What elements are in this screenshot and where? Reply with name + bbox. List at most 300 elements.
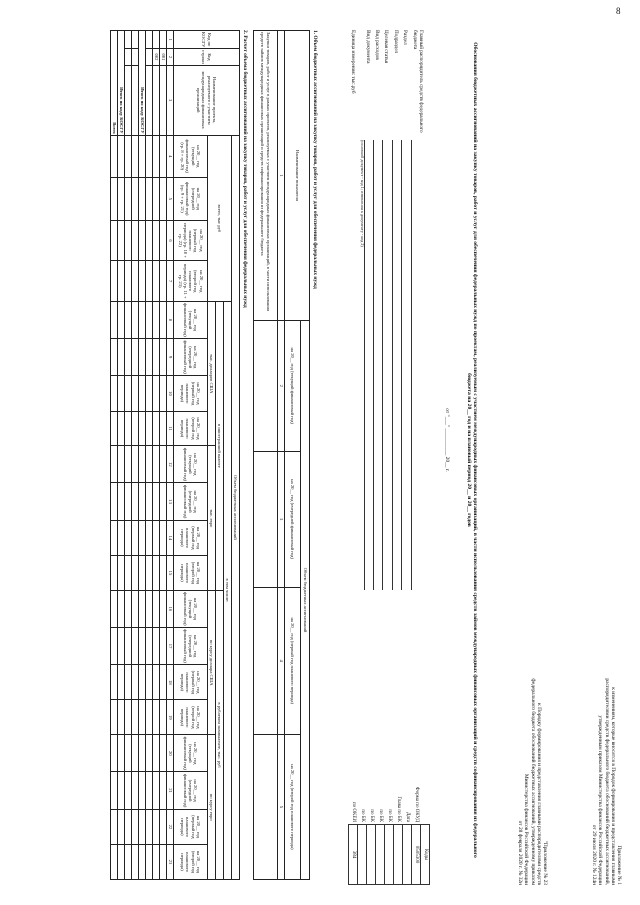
col-total: всего, тыс руб: [208, 135, 232, 301]
data-cell: [132, 700, 139, 735]
data-cell: [118, 301, 125, 338]
col-foreign-currency: в иностранной валюте: [216, 301, 224, 590]
data-cell: [125, 844, 132, 879]
data-cell: [125, 220, 132, 261]
section-1-title: 1. Объем бюджетных ассигнований на закупку товаров, работ и услуг для обеспечения федеральных нужд: [312, 30, 318, 289]
col-year: на 20__ год (второй год планового периода): [285, 734, 301, 879]
data-cell: [146, 220, 153, 261]
annex-1-line: распорядителями средств федерального бюджета обоснований бюджетных ассигнований,: [603, 678, 610, 885]
table-row: [160, 31, 167, 880]
data-cell: [146, 338, 153, 376]
data-cell: [111, 177, 118, 220]
data-cell: [125, 411, 132, 446]
data-cell: [139, 376, 146, 411]
data-cell: [132, 301, 139, 338]
col-number: 16: [167, 590, 174, 627]
col-indicator-name: Наименование показателя: [285, 31, 310, 321]
col-year: на 20__ год (очередной финансовый год): [285, 451, 301, 587]
data-cell: [146, 735, 153, 772]
header-field: [373, 30, 382, 590]
annex-23-line: "Приложение № 23: [542, 840, 548, 885]
col-eur: тыс. евро: [208, 446, 216, 590]
data-cell: [139, 844, 146, 879]
data-cell: [139, 338, 146, 376]
data-cell: [153, 556, 160, 591]
data-cell: [160, 446, 167, 483]
data-cell: [125, 809, 132, 844]
data-cell: [111, 590, 118, 627]
data-cell: [146, 627, 153, 665]
code-label: Глава по БК: [395, 796, 401, 822]
data-cell: [139, 446, 146, 483]
total-kosgu-row: [139, 31, 146, 880]
col-number: 11: [167, 411, 174, 446]
data-cell: [111, 844, 118, 879]
col-number: 15: [167, 556, 174, 591]
data-cell: [132, 446, 139, 483]
data-cell: [160, 520, 167, 555]
total-kosgu-row: [118, 31, 125, 880]
data-cell: [111, 411, 118, 446]
data-cell: [153, 735, 160, 772]
data-cell: [111, 809, 118, 844]
col-number: 12: [167, 446, 174, 483]
data-cell: [111, 483, 118, 521]
data-cell: [132, 220, 139, 261]
code-value: 384: [349, 825, 358, 885]
data-cell: [132, 772, 139, 810]
code-label: по БК: [386, 809, 392, 822]
col-including: в том числе:: [224, 301, 232, 879]
data-cell: [146, 301, 153, 338]
data-cell: [153, 627, 160, 665]
data-cell: [160, 135, 167, 177]
data-cell: [153, 220, 160, 261]
data-cell: [160, 556, 167, 591]
col-year: на 20__ год (текущий финансовый год): [174, 590, 208, 627]
data-cell: [139, 700, 146, 735]
col-number: 3: [167, 65, 174, 135]
code-value: [394, 825, 403, 885]
total-kosgu-label: Итого по коду КОСГУ: [139, 31, 146, 136]
section-2-table: [110, 30, 240, 880]
col-year: на 20__ год (очередной финансовый год): [174, 627, 208, 665]
data-cell: [160, 627, 167, 665]
header-field: [382, 30, 391, 590]
col-number: 4: [167, 135, 174, 177]
data-cell: [125, 135, 132, 177]
data-cell: [146, 520, 153, 555]
col-total-year: на 20__ год (второй год планового периода) (гр. 11 + гр. 23): [174, 261, 208, 302]
col-number: 9: [167, 338, 174, 376]
col-number: 6: [167, 220, 174, 261]
col-year: на 20__ год (второй год планового периода): [174, 844, 208, 879]
code-value: [403, 825, 412, 885]
data-cell: [160, 31, 167, 49]
col-kosgu: Код по КОСГУ: [174, 31, 240, 49]
col-number: 5: [278, 734, 285, 879]
row-code: 002: [153, 49, 160, 65]
col-year: на 20__ год (текущий финансовый год): [174, 735, 208, 772]
data-cell: [160, 809, 167, 844]
code-label: Дата: [404, 812, 410, 822]
data-cell: [125, 177, 132, 220]
data-cell: [146, 376, 153, 411]
col-number: 3: [278, 451, 285, 587]
data-cell: [146, 809, 153, 844]
data-cell: [153, 261, 160, 302]
data-cell: [153, 483, 160, 521]
data-cell: [146, 49, 153, 65]
annex-1-block: [591, 585, 622, 885]
total-kosgu-label: Итого по коду КОСГУ: [118, 31, 125, 136]
col-year: на 20__ год (текущий финансовый год): [174, 301, 208, 338]
data-cell: [125, 665, 132, 700]
col-number: 10: [167, 376, 174, 411]
table-row: [146, 31, 153, 880]
data-cell: [118, 809, 125, 844]
col-usd-rate: по курсу доллара США: [208, 590, 216, 734]
header-field: [411, 30, 424, 590]
data-cell: [139, 220, 146, 261]
column-numbers-row: [167, 31, 174, 880]
data-cell: [139, 809, 146, 844]
data-cell: [153, 177, 160, 220]
code-value: [376, 825, 385, 885]
header-field-label: Раздел: [402, 30, 409, 45]
data-cell: [125, 301, 132, 338]
header-field-line: [401, 140, 408, 590]
data-cell: [160, 590, 167, 627]
data-cell: [118, 177, 125, 220]
data-cell: [139, 411, 146, 446]
col-year: на 20__ год (текущий финансовый год): [174, 446, 208, 483]
col-number: 20: [167, 735, 174, 772]
data-cell: [153, 376, 160, 411]
data-cell: [132, 520, 139, 555]
data-cell: [125, 65, 132, 135]
data-cell: [153, 411, 160, 446]
data-cell: [139, 590, 146, 627]
data-cell: [118, 411, 125, 446]
col-ruble-equivalent: в рублевом эквиваленте, тыс. руб: [216, 590, 224, 879]
col-year: на 20__ год (второй год планового периода): [174, 556, 208, 591]
data-cell: [146, 665, 153, 700]
header-field-label: Вид документа: [364, 30, 371, 64]
col-year: на 20__ год (первый год планового периода): [285, 587, 301, 734]
code-value: Коды: [421, 825, 430, 885]
code-label: по ОКЕИ: [350, 801, 356, 822]
col-number: 2: [167, 49, 174, 65]
col-number: 21: [167, 772, 174, 810]
data-cell: [254, 587, 278, 734]
data-cell: [111, 301, 118, 338]
grand-total-row: [111, 31, 118, 880]
col-number: 5: [167, 177, 174, 220]
data-cell: [111, 772, 118, 810]
header-field-line: [411, 140, 418, 590]
col-number: 4: [278, 587, 285, 734]
col-year: на 20__ год (первый год планового периода): [174, 665, 208, 700]
data-cell: [132, 665, 139, 700]
data-cell: [125, 376, 132, 411]
data-cell: [125, 627, 132, 665]
doc-hint: (основной документ - код 1; изменения к документу - код 2): [359, 140, 365, 247]
data-cell: [146, 411, 153, 446]
code-label: по БК: [359, 809, 365, 822]
data-cell: [160, 65, 167, 135]
data-cell: [254, 451, 278, 587]
data-cell: [139, 177, 146, 220]
header-field: [364, 30, 373, 590]
section-2-title: 2. Расчет объема бюджетных ассигнований на закупку товаров, работ и услуг для обеспечения федеральных нужд: [242, 30, 248, 308]
data-cell: [111, 446, 118, 483]
data-cell: [118, 735, 125, 772]
data-cell: [132, 590, 139, 627]
annex-23-block: [517, 585, 548, 885]
annex-1-line: к изменениям, которые вносятся в Порядок формирования и представления главными: [609, 687, 616, 885]
data-cell: [125, 31, 132, 49]
table-row: [153, 31, 160, 880]
data-cell: [139, 483, 146, 521]
data-cell: [146, 261, 153, 302]
data-cell: [146, 446, 153, 483]
table-row: [125, 31, 132, 880]
data-cell: [160, 261, 167, 302]
codes-table: [348, 755, 430, 886]
data-cell: [111, 338, 118, 376]
data-cell: [139, 556, 146, 591]
col-total-year: на 20__ год (очередной финансовый год) (гр. 9 + гр. 21): [174, 177, 208, 220]
data-cell: [153, 65, 160, 135]
header-fields: [349, 30, 424, 590]
col-row-code: Код строки: [174, 49, 240, 65]
header-field-label: Целевая статья: [383, 30, 390, 64]
annex-1-line: Приложение № 1: [616, 845, 622, 885]
data-cell: [125, 556, 132, 591]
form-title: Обоснования бюджетных ассигнований на закупку товаров, работ и услуг для обеспечения федеральных нужд по проектам, реализуемым с участием международных финансовых организаций, в части использования средств займов международных финансовых организаций и средств софинансирования из федерального бюджета на 20__ год и на плановый период 20__ и 20__ годов: [465, 42, 478, 858]
data-cell: [139, 772, 146, 810]
data-cell: [111, 135, 118, 177]
code-label: Форма по ОКУД: [413, 786, 419, 822]
header-field: [392, 30, 401, 590]
data-cell: [160, 301, 167, 338]
annex-1-line: от 29 июля 2020 г. № 124н: [591, 824, 598, 885]
col-year: на 20__ год (второй год планового периода): [174, 411, 208, 446]
code-value: [385, 825, 394, 885]
data-cell: [125, 520, 132, 555]
col-year: на 20__ год (текущий финансовый год): [285, 321, 301, 452]
header-field-line: [382, 140, 389, 590]
data-cell: [139, 735, 146, 772]
col-total-year: на 20__ год (первый год планового периода) (гр. 10 + гр. 22): [174, 220, 208, 261]
page-number: 8: [616, 6, 621, 16]
data-cell: [125, 446, 132, 483]
row-label: Закупки товаров, работ и услуг в рамках проектов, реализуемых с участием международных финансовых организаций, в части использования средств займов международных финансовых организаций и средств софинансирования из федерального бюджета: [254, 31, 278, 321]
data-cell: [146, 177, 153, 220]
data-cell: [118, 220, 125, 261]
data-cell: [118, 338, 125, 376]
col-eur-rate: по курсу евро: [208, 735, 216, 880]
data-cell: [153, 135, 160, 177]
data-cell: [132, 483, 139, 521]
annex-23-line: Министерства финансов Российской Федерации: [523, 773, 530, 885]
data-cell: [146, 700, 153, 735]
date-line: от "___" __________ 20__ г.: [444, 408, 450, 472]
header-field: [349, 30, 358, 590]
code-label: по БК: [368, 809, 374, 822]
code-value: [358, 825, 367, 885]
col-group-volume: Объем бюджетных ассигнований: [232, 135, 240, 879]
col-project-name: Наименование проекта, реализуемого с участием международных финансовых организаций: [174, 65, 240, 135]
data-cell: [118, 844, 125, 879]
col-number: 18: [167, 665, 174, 700]
data-cell: [125, 261, 132, 302]
data-cell: [153, 844, 160, 879]
data-cell: [153, 809, 160, 844]
col-number: 17: [167, 627, 174, 665]
data-cell: [132, 177, 139, 220]
data-cell: [132, 844, 139, 879]
data-cell: [125, 49, 132, 65]
data-cell: [160, 772, 167, 810]
data-cell: [153, 772, 160, 810]
data-cell: [139, 627, 146, 665]
col-usd: тыс. долларов США: [208, 301, 216, 445]
data-cell: [125, 700, 132, 735]
table-row: [132, 31, 139, 880]
annex-23-line: от 28 февраля 2020 г. № 32н: [517, 820, 524, 885]
col-number: 8: [167, 301, 174, 338]
annex-23-line: федерального бюджета обоснований бюджетных ассигнований, утвержденному приказом: [529, 678, 536, 885]
data-cell: [146, 772, 153, 810]
data-cell: [160, 376, 167, 411]
annex-23-line: к Порядку формирования и представления главными распорядителями средств: [535, 703, 542, 885]
col-number: 1: [278, 31, 285, 321]
header-field-line: [373, 140, 380, 590]
data-cell: [160, 700, 167, 735]
data-cell: [118, 627, 125, 665]
header-field-line: [364, 140, 371, 590]
data-cell: [118, 446, 125, 483]
data-cell: [111, 700, 118, 735]
data-cell: [139, 261, 146, 302]
section-1-table: [253, 30, 310, 880]
data-cell: [160, 844, 167, 879]
data-cell: [132, 31, 139, 49]
col-year: на 20__ год (очередной финансовый год): [174, 338, 208, 376]
data-cell: [118, 483, 125, 521]
col-year: на 20__ год (очередной финансовый год): [174, 483, 208, 521]
data-cell: [125, 772, 132, 810]
data-cell: [132, 338, 139, 376]
col-number: 1: [167, 31, 174, 49]
data-cell: [118, 261, 125, 302]
data-cell: [132, 376, 139, 411]
data-cell: [132, 135, 139, 177]
data-cell: [125, 338, 132, 376]
data-cell: [132, 627, 139, 665]
col-number: 22: [167, 809, 174, 844]
data-cell: [118, 135, 125, 177]
col-total-year: на 20__ год (текущий финансовый год) (гр. 8 + гр. 20): [174, 135, 208, 177]
header-field-label: Подраздел: [392, 30, 399, 54]
data-cell: [111, 376, 118, 411]
header-field: [401, 30, 410, 590]
data-cell: [118, 665, 125, 700]
data-cell: [111, 556, 118, 591]
data-cell: [146, 590, 153, 627]
col-number: 19: [167, 700, 174, 735]
data-cell: [118, 772, 125, 810]
data-cell: [132, 809, 139, 844]
row-code: 001: [160, 49, 167, 65]
data-cell: [111, 627, 118, 665]
data-cell: [132, 65, 139, 135]
data-cell: [132, 49, 139, 65]
data-cell: [160, 411, 167, 446]
data-cell: [139, 665, 146, 700]
data-cell: [132, 411, 139, 446]
col-number: 7: [167, 261, 174, 302]
col-group-volume: Объем бюджетных ассигнований: [301, 321, 310, 880]
data-cell: [125, 735, 132, 772]
data-cell: [132, 735, 139, 772]
data-cell: [146, 135, 153, 177]
data-cell: [118, 700, 125, 735]
data-cell: [153, 700, 160, 735]
rotated-form-sheet: [10, 10, 630, 895]
code-label: [421, 755, 430, 825]
data-cell: [139, 301, 146, 338]
header-field-line: [392, 140, 399, 590]
header-field-label: Главный распорядитель средств федерального бюджета: [411, 30, 424, 133]
header-field-label: Единица измерения: тыс.руб: [350, 30, 357, 94]
grand-total-label: Всего: [111, 31, 118, 136]
col-number: 13: [167, 483, 174, 521]
data-cell: [111, 220, 118, 261]
data-cell: [146, 31, 153, 49]
data-cell: [118, 556, 125, 591]
data-cell: [146, 844, 153, 879]
data-cell: [153, 301, 160, 338]
col-year: на 20__ год (первый год планового периода): [174, 809, 208, 844]
data-cell: [153, 665, 160, 700]
code-label: по БК: [377, 809, 383, 822]
annex-1-line: утвержденным приказом Министерства финансов Российской Федерации: [597, 715, 604, 885]
data-cell: [153, 590, 160, 627]
data-cell: [146, 556, 153, 591]
data-cell: [125, 483, 132, 521]
data-cell: [118, 376, 125, 411]
data-cell: [146, 65, 153, 135]
col-number: 2: [278, 321, 285, 452]
col-number: 23: [167, 844, 174, 879]
data-cell: [254, 734, 278, 879]
data-cell: [118, 590, 125, 627]
data-cell: [111, 735, 118, 772]
col-year: на 20__ год (первый год планового периода): [174, 376, 208, 411]
data-cell: [160, 338, 167, 376]
data-cell: [160, 177, 167, 220]
data-cell: [160, 735, 167, 772]
header-field-label: Вид расходов: [374, 30, 381, 60]
data-cell: [160, 220, 167, 261]
data-cell: [153, 520, 160, 555]
col-year: на 20__ год (второй год планового периода): [174, 700, 208, 735]
data-cell: [132, 556, 139, 591]
data-cell: [139, 520, 146, 555]
